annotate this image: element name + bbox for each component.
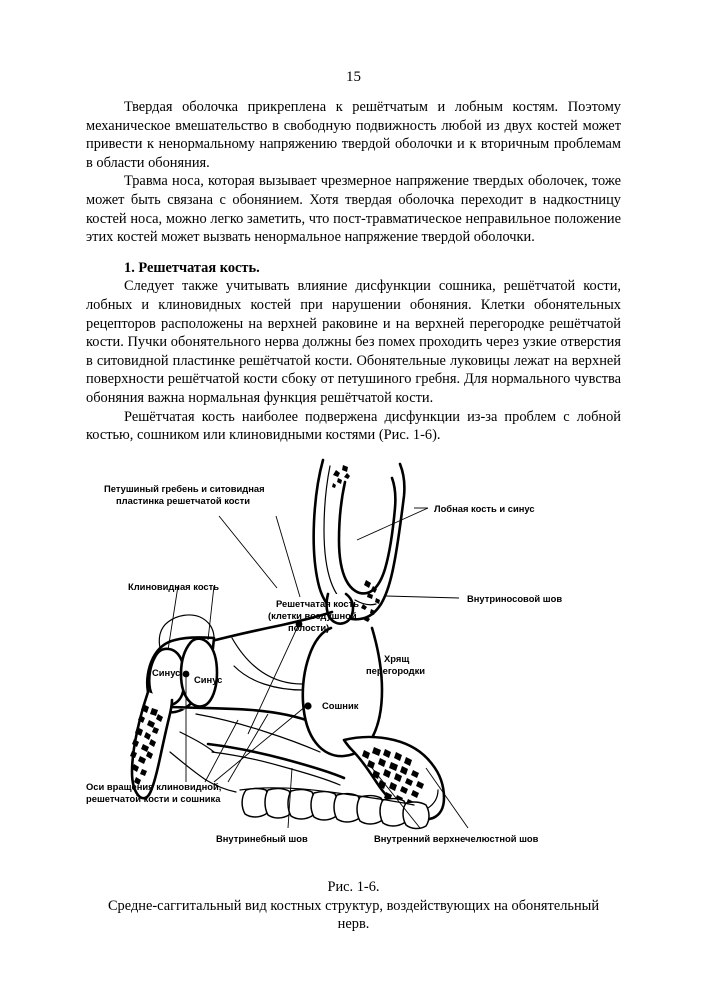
label-internasal-suture: Внутриносовой шов [467,593,563,604]
caption-line-2: Средне-саггитальный вид костных структур, воздействующих на обонятельный [107,897,600,914]
label-ethmoid-line2: (клетки воздушной [268,610,357,621]
label-vomer: Сошник [322,700,359,711]
page-number: 15 [346,69,361,85]
anatomy-illustration [0,452,707,872]
leader-internasal-suture [386,596,459,598]
label-sphenoid-bone: Клиновидная кость [128,581,219,592]
label-septal-cartilage-line1: Хрящ [384,653,410,664]
section-heading: 1. Решетчатая кость. [124,259,260,276]
figure-caption [86,878,621,934]
paragraph-4: Решётчатая кость наиболее подвержена дисфункции из-за проблем с лобной костью, сошником или клиновидными костями (Рис. 1-6). [86,408,621,444]
ethmoid-aircells-boundary [232,638,302,684]
label-septal-cartilage-line2: перегородки [366,665,426,676]
paragraph-2: Травма носа, которая вызывает чрезмерное напряжение твердых оболочек, тоже может быть связана с обонянием. Хотя твердая оболочка переходит в надкостницу костей носа, можно легко заметить, что пост-травматическое неправильное положение этих костей может вызвать ненормальное напряжение твердой оболочки. [86,173,621,246]
label-sinus-left: Синус [152,667,181,678]
caption-line-3: нерв. [337,916,370,933]
label-frontal-bone: Лобная кость и синус [434,503,535,514]
label-interpalatine-suture: Внутринебный шов [216,833,308,844]
caption-line-1: Рис. 1-6. [327,879,380,895]
skull-sagittal-drawing [130,460,444,829]
label-sinus-right: Синус [194,674,223,685]
body-text-block [86,98,621,445]
label-axes-line1: Оси вращения клиновидной, [86,781,222,792]
leader-crista-galli-a [219,516,277,588]
leader-crista-galli-b [276,516,300,597]
label-axes-line2: решетчатой кости и сошника [86,793,221,804]
palatine-bone-segment [180,732,214,752]
label-ethmoid-line3: полости) [288,622,330,633]
paragraph-3: Следует также учитывать влияние дисфункции сошника, решётчатой кости, лобных и клиновидных костей при нарушении обоняния. Клетки обонятельных рецепторов расположены на верхней раковине и на верхней перегородке решётчатой кости. Пучки обонятельного нерва должны без помех проходить через узкие отверстия в ситовидной пластинке решётчатой кости. Обонятельные луковицы лежат на верхней поверхности решётчатой кости сбоку от петушиного гребня. Для нормального чувства обоняния важна нормальная функция решётчатой кости. [86,278,621,406]
paragraph-1: Твердая оболочка прикреплена к решётчатым и лобным костям. Поэтому механическое вмешательство в свободную подвижность любой из двух костей может привести к ненормальному напряжению твердой оболочки и к вторичным проблемам в области обоняния. [86,99,621,171]
label-intermaxillary-suture: Внутренний верхнечелюстной шов [374,833,539,844]
label-crista-galli-line1: Петушиный гребень и ситовидная [104,483,265,494]
label-crista-galli-line2: пластинка решетчатой кости [116,495,250,506]
septal-cartilage-inner-curve [234,666,303,690]
anatomy-figure [0,452,707,872]
label-ethmoid-line1: Решетчатая кость [276,598,360,609]
